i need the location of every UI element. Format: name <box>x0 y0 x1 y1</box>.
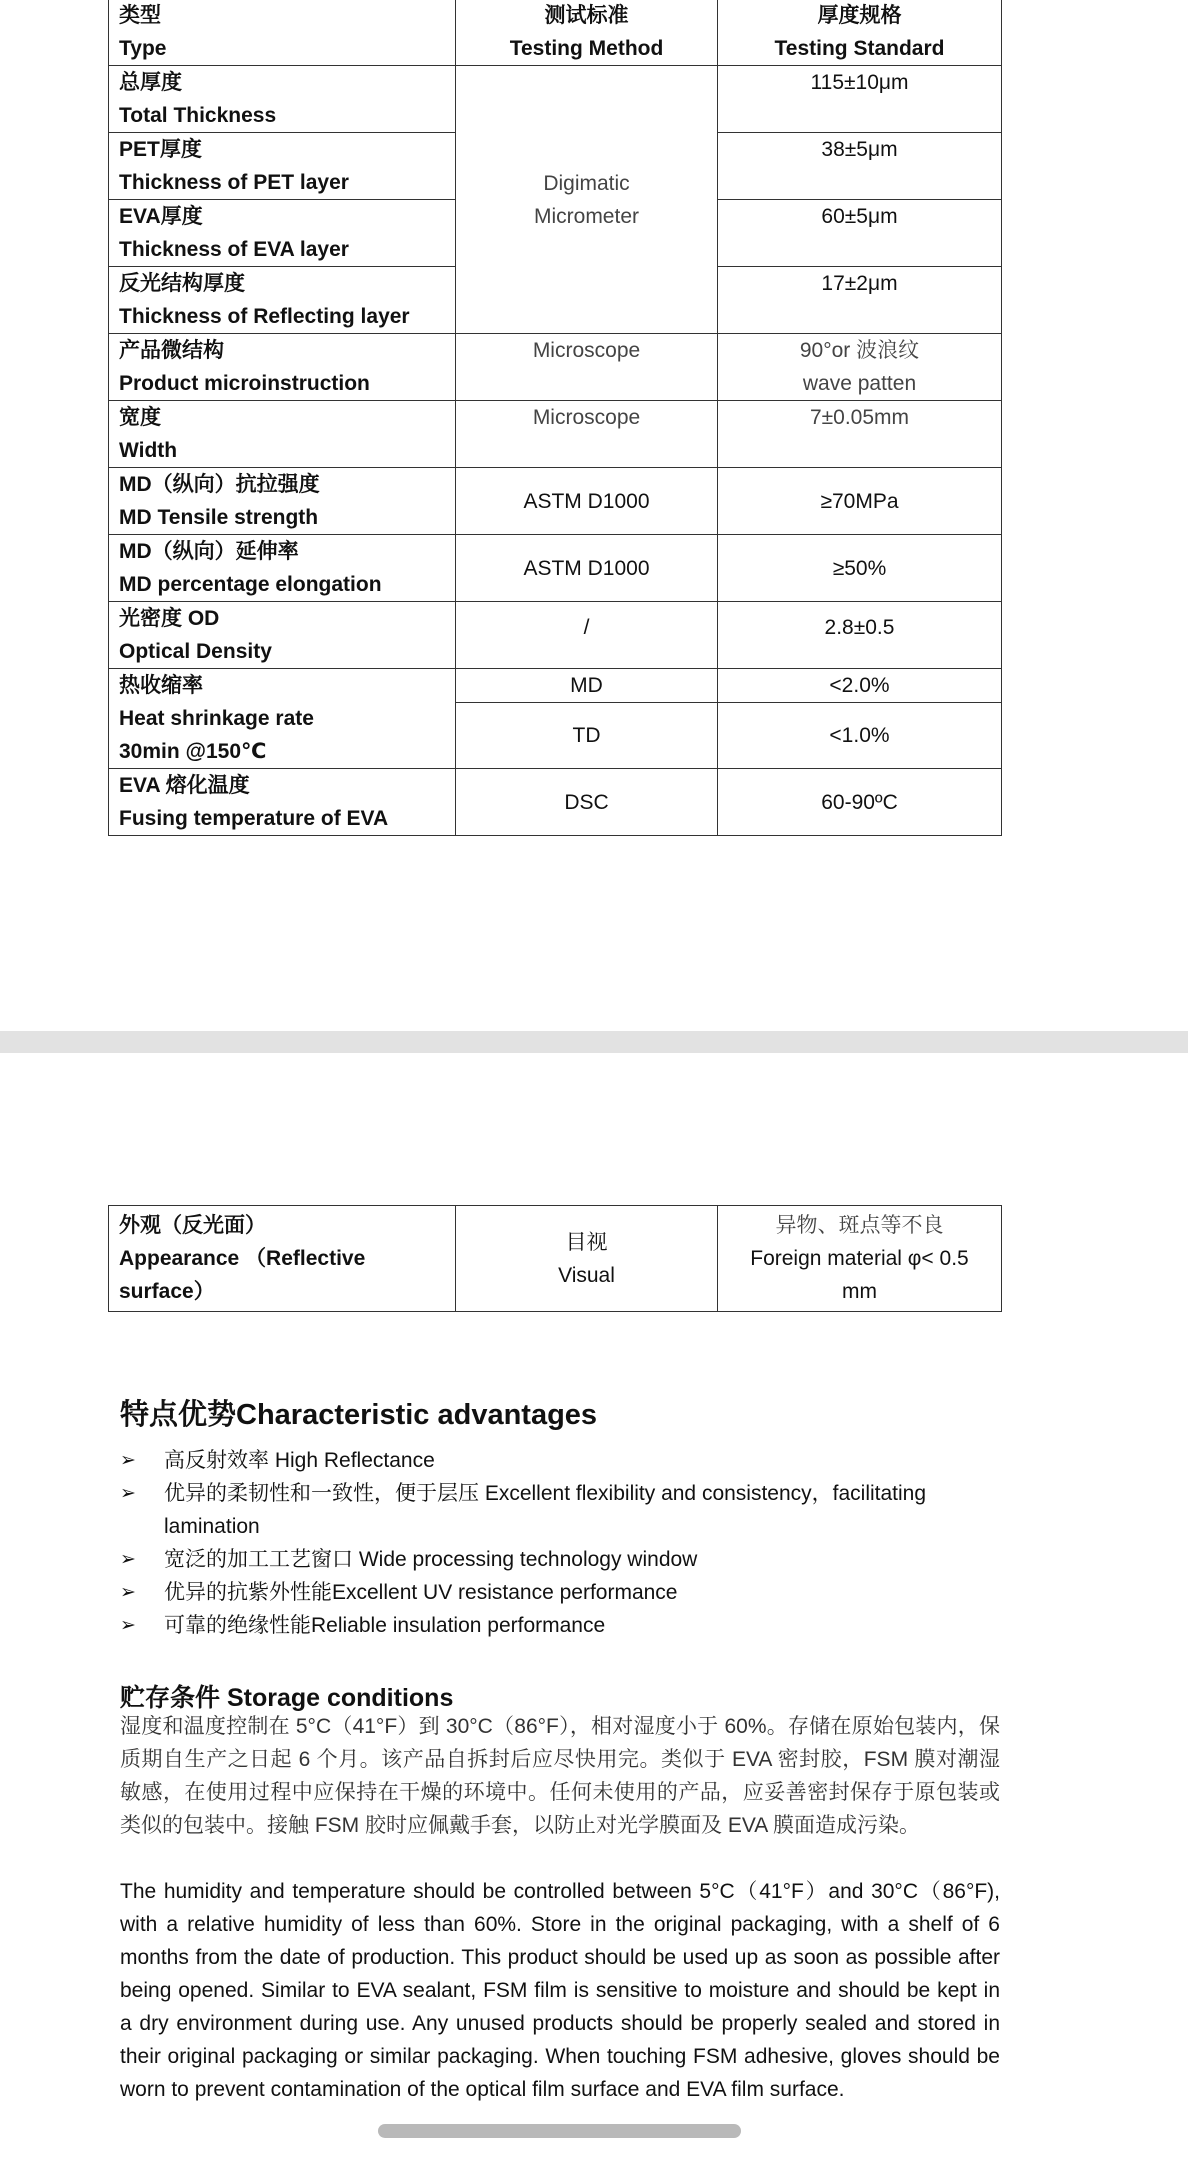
row-type-zh: MD（纵向）抗拉强度 <box>119 473 320 496</box>
row-method <box>456 1206 718 1312</box>
row-type-en: Heat shrinkage rate <box>119 707 314 730</box>
table-row <box>109 669 1002 703</box>
row-value: 2.8±0.5 <box>718 602 1002 669</box>
row-type-zh: EVA 熔化温度 <box>119 774 250 797</box>
list-item-text: 优异的柔韧性和一致性，便于层压 Excellent flexibility and consistency，facilitating lamination <box>164 1482 927 1538</box>
advantages-list <box>120 1444 1000 1642</box>
row-value: ≥50% <box>718 535 1002 602</box>
list-item-text: 高反射效率 High Reflectance <box>164 1449 435 1472</box>
spec-table <box>108 0 1002 836</box>
row-type-en: surface） <box>119 1280 215 1303</box>
row-value: ≥70MPa <box>718 468 1002 535</box>
table-row <box>109 535 1002 602</box>
header-standard <box>718 0 1002 66</box>
arrow-bullet-icon: ➢ <box>120 1582 136 1603</box>
list-item <box>120 1444 1000 1477</box>
value-line: mm <box>842 1280 877 1303</box>
row-type-zh: MD（纵向）延伸率 <box>119 540 299 563</box>
list-item <box>120 1543 1000 1576</box>
row-type-en: Appearance （Reflective <box>119 1247 366 1270</box>
table-row <box>109 1206 1002 1312</box>
row-type-en: Optical Density <box>119 640 272 663</box>
row-type-cell <box>109 334 456 401</box>
row-type-zh: 外观（反光面） <box>119 1214 266 1237</box>
row-type-zh: PET厚度 <box>119 138 202 161</box>
list-item-text: 宽泛的加工工艺窗口 Wide processing technology window <box>164 1548 698 1571</box>
storage-heading: 贮存条件 Storage conditions <box>120 1684 454 1712</box>
arrow-bullet-icon: ➢ <box>120 1483 136 1504</box>
row-type-en: Total Thickness <box>119 104 277 127</box>
row-type-zh: 光密度 OD <box>119 607 220 630</box>
appearance-table <box>108 1205 1002 1312</box>
row-type-zh: 热收缩率 <box>119 674 203 697</box>
row-type-cell <box>109 1206 456 1312</box>
value-line: wave patten <box>802 372 917 395</box>
row-value <box>718 1206 1002 1312</box>
row-type-cell <box>109 602 456 669</box>
row-value: 7±0.05mm <box>718 401 1002 468</box>
method-text: Micrometer <box>533 204 639 228</box>
row-type-cell <box>109 769 456 836</box>
horizontal-scrollbar[interactable] <box>378 2124 741 2138</box>
row-type-zh: EVA厚度 <box>119 205 203 228</box>
list-item <box>120 1576 1000 1609</box>
row-type-zh: 宽度 <box>119 406 161 429</box>
row-type-en: MD Tensile strength <box>119 506 319 529</box>
arrow-bullet-icon: ➢ <box>120 1549 136 1570</box>
row-type-en: Fusing temperature of EVA <box>119 807 389 830</box>
storage-text-zh: 湿度和温度控制在 5°C（41°F）到 30°C（86°F），相对湿度小于 60%。存储在原始包装内，保质期自生产之日起 6 个月。该产品自拆封后应尽快用完。类似于 EVA 密封胶，FSM 膜对潮湿敏感，在使用过程中应保持在干燥的环境中。任何未使用的产品，应妥善密封保存于原包装或类似的包装中。接触 FSM 胶时应佩戴手套，以防止对光学膜面及 EVA 膜面造成污染。 <box>120 1715 1000 1837</box>
method-text: 目视 <box>565 1230 608 1254</box>
arrow-bullet-icon: ➢ <box>120 1450 136 1471</box>
header-type-en: Type <box>119 37 167 60</box>
row-type-en: Thickness of PET layer <box>119 171 349 194</box>
header-method-en: Testing Method <box>509 37 664 60</box>
row-type-en: Thickness of EVA layer <box>119 238 349 261</box>
header-method-zh: 测试标准 <box>544 4 629 27</box>
row-type-en: Product microinstruction <box>119 372 370 395</box>
value-line: 90°or 波浪纹 <box>799 339 920 362</box>
row-method: ASTM D1000 <box>456 468 718 535</box>
row-type-zh: 反光结构厚度 <box>119 272 245 295</box>
row-type-en: Thickness of Reflecting layer <box>119 305 410 328</box>
list-item-text: 可靠的绝缘性能Reliable insulation performance <box>164 1614 606 1637</box>
row-type-cell <box>109 535 456 602</box>
advantages-heading: 特点优势Characteristic advantages <box>120 1399 598 1431</box>
list-item <box>120 1609 1000 1642</box>
row-value: <1.0% <box>718 703 1002 769</box>
table-row <box>109 334 1002 401</box>
table-row <box>109 66 1002 133</box>
row-method: MD <box>456 669 718 703</box>
method-text: Digimatic <box>543 171 630 195</box>
table-row <box>109 769 1002 836</box>
row-method: ASTM D1000 <box>456 535 718 602</box>
page-divider <box>0 1031 1188 1053</box>
row-type-cell <box>109 200 456 267</box>
arrow-bullet-icon: ➢ <box>120 1615 136 1636</box>
table-row <box>109 468 1002 535</box>
value-line: Foreign material φ< 0.5 <box>750 1247 969 1270</box>
table-row <box>109 602 1002 669</box>
row-type-cell <box>109 267 456 334</box>
row-type-zh: 产品微结构 <box>119 339 224 362</box>
row-value: 17±2μm <box>718 267 1002 334</box>
row-type-en: 30min @150℃ <box>119 740 267 763</box>
row-method: Microscope <box>456 401 718 468</box>
header-method <box>456 0 718 66</box>
row-type-zh: 总厚度 <box>119 71 182 94</box>
row-value: 60-90ºC <box>718 769 1002 836</box>
row-type-cell <box>109 669 456 769</box>
table-header-row <box>109 0 1002 66</box>
method-text: Visual <box>558 1263 615 1287</box>
header-type-zh: 类型 <box>119 4 161 27</box>
row-method: TD <box>456 703 718 769</box>
row-type-en: MD percentage elongation <box>119 573 382 596</box>
row-value: 60±5μm <box>718 200 1002 267</box>
header-standard-zh: 厚度规格 <box>817 4 902 27</box>
header-standard-en: Testing Standard <box>774 37 945 60</box>
row-value: 115±10μm <box>718 66 1002 133</box>
row-type-cell <box>109 468 456 535</box>
row-value: <2.0% <box>718 669 1002 703</box>
row-type-cell <box>109 401 456 468</box>
row-method: DSC <box>456 769 718 836</box>
table-row <box>109 401 1002 468</box>
list-item-text: 优异的抗紫外性能Excellent UV resistance performance <box>164 1581 678 1604</box>
row-method: / <box>456 602 718 669</box>
row-type-cell <box>109 133 456 200</box>
row-method: Microscope <box>456 334 718 401</box>
thickness-method-cell <box>456 66 718 334</box>
row-type-en: Width <box>119 439 178 462</box>
row-value <box>718 334 1002 401</box>
storage-text-en: The humidity and temperature should be controlled between 5°C（41°F）and 30°C（86°F), with a relative humidity of less than 60%. Store in the original packaging, with a shelf of 6 months from the date of production. This product should be used up as soon as possible after being opened. Similar to EVA sealant, FSM film is sensitive to moisture and should be kept in a dry environment during use. Any unused products should be properly sealed and stored in their original packaging or similar packaging. When touching FSM adhesive, gloves should be worn to prevent contamination of the optical film surface and EVA film surface. <box>120 1880 1000 2101</box>
row-value: 38±5μm <box>718 133 1002 200</box>
row-type-cell <box>109 66 456 133</box>
header-type <box>109 0 456 66</box>
list-item <box>120 1477 1000 1543</box>
value-line: 异物、斑点等不良 <box>775 1214 944 1237</box>
